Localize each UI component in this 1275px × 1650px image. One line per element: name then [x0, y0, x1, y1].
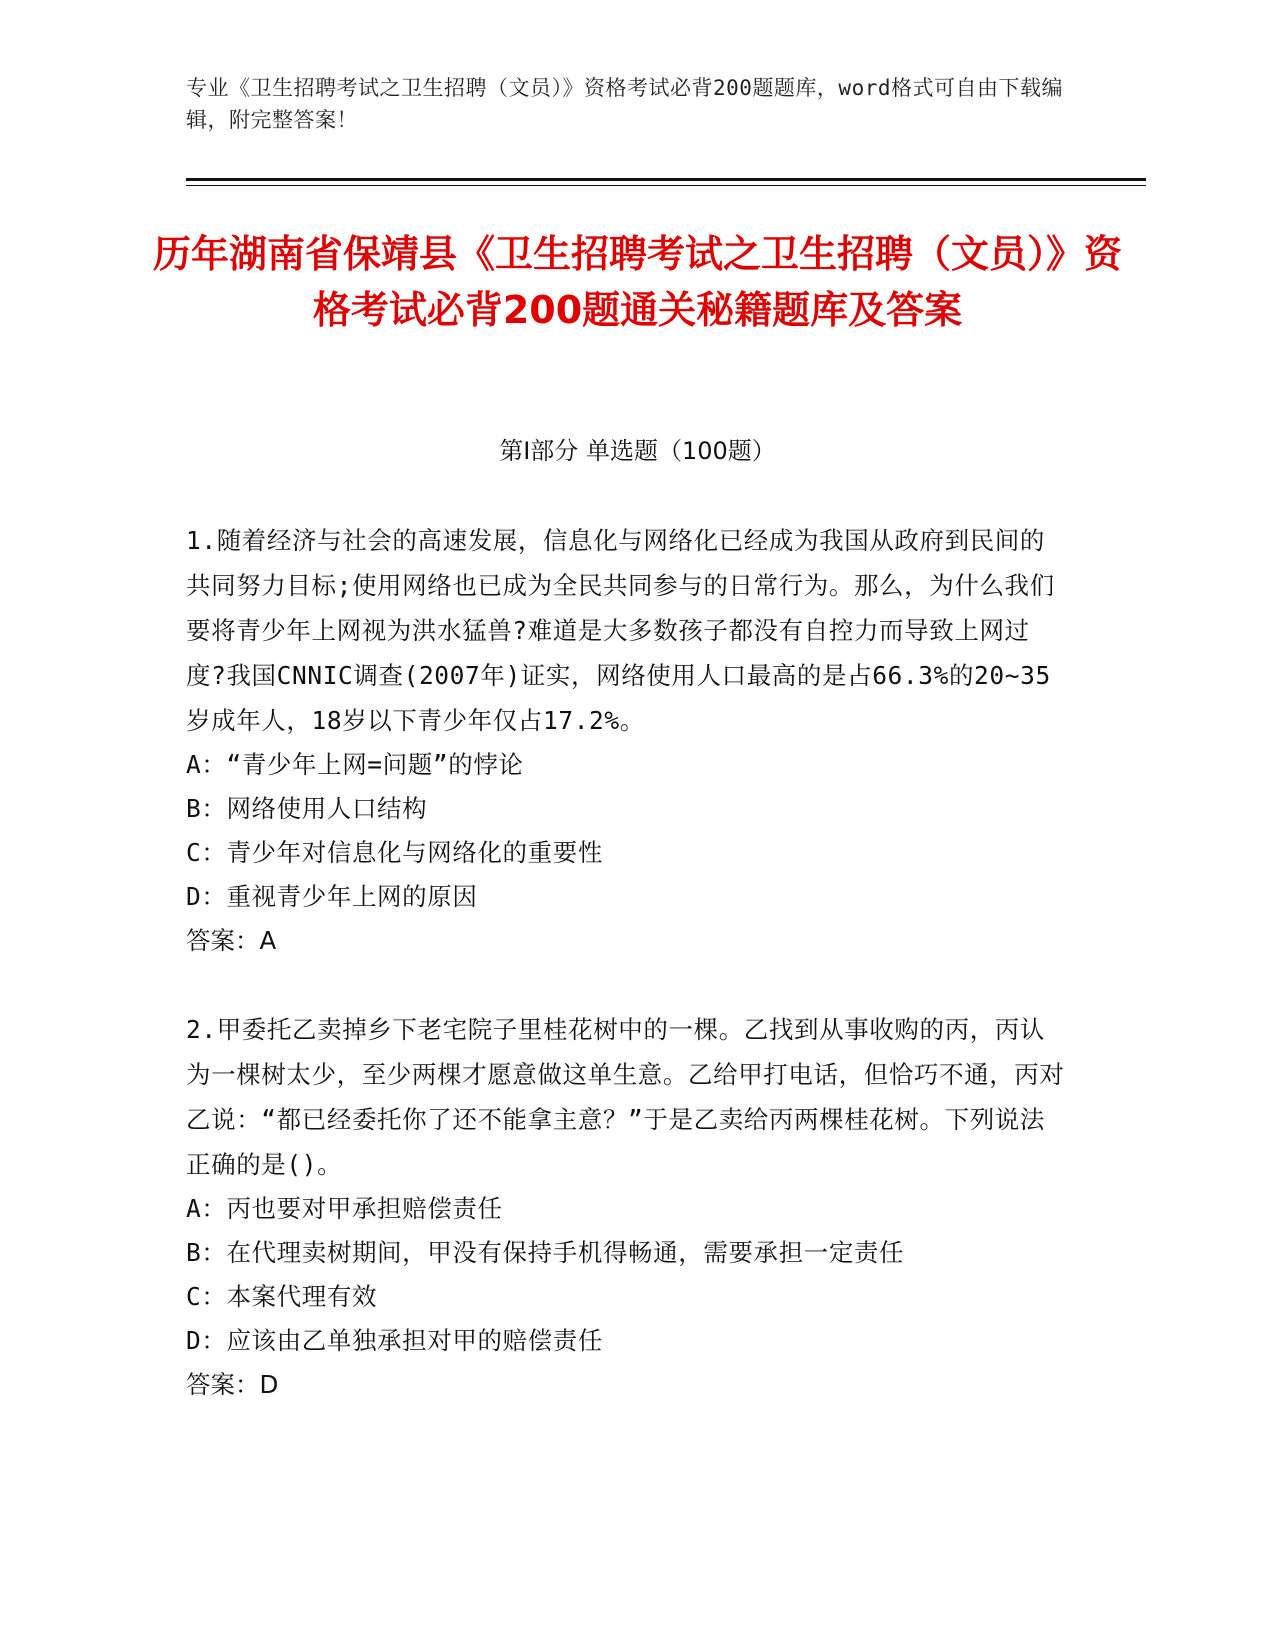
question-item	[186, 1007, 1066, 1407]
answer-line: 答案：A	[186, 926, 277, 955]
header-divider-thick	[186, 178, 1146, 181]
option-b: B：在代理卖树期间，甲没有保持手机得畅通，需要承担一定责任	[186, 1238, 905, 1267]
header-note: 专业《卫生招聘考试之卫生招聘（文员）》资格考试必背200题题库，word格式可自由下载编辑，附完整答案！	[186, 76, 1063, 132]
question-list	[186, 518, 1066, 1451]
question-stem: 1.随着经济与社会的高速发展，信息化与网络化已经成为我国从政府到民间的共同努力目标;使用网络也已成为全民共同参与的日常行为。那么，为什么我们要将青少年上网视为洪水猛兽?难道是大多数孩子都没有自控力而导致上网过度?我国CNNIC调查(2007年)证实，网络使用人口最高的是占66.3%的20~35岁成年人，18岁以下青少年仅占17.2%。	[186, 526, 1055, 735]
header-divider-thin	[186, 185, 1146, 186]
option-d: D：重视青少年上网的原因	[186, 882, 478, 911]
option-b: B：网络使用人口结构	[186, 794, 428, 823]
answer-line: 答案：D	[186, 1370, 279, 1399]
option-c: C：本案代理有效	[186, 1282, 378, 1311]
option-a: A：“青少年上网=问题”的悖论	[186, 750, 524, 779]
question-item	[186, 518, 1066, 963]
option-c: C：青少年对信息化与网络化的重要性	[186, 838, 603, 867]
option-d: D：应该由乙单独承担对甲的赔偿责任	[186, 1326, 603, 1355]
document-title: 历年湖南省保靖县《卫生招聘考试之卫生招聘（文员）》资格考试必背200题通关秘籍题库及答案	[152, 232, 1122, 332]
question-stem: 2.甲委托乙卖掉乡下老宅院子里桂花树中的一棵。乙找到从事收购的丙，丙认为一棵树太少，至少两棵才愿意做这单生意。乙给甲打电话，但恰巧不通，丙对乙说：“都已经委托你了还不能拿主意？”于是乙卖给丙两棵桂花树。下列说法正确的是()。	[186, 1015, 1065, 1179]
section-heading: 第Ⅰ部分 单选题（100题）	[499, 437, 776, 465]
option-a: A：丙也要对甲承担赔偿责任	[186, 1194, 503, 1223]
